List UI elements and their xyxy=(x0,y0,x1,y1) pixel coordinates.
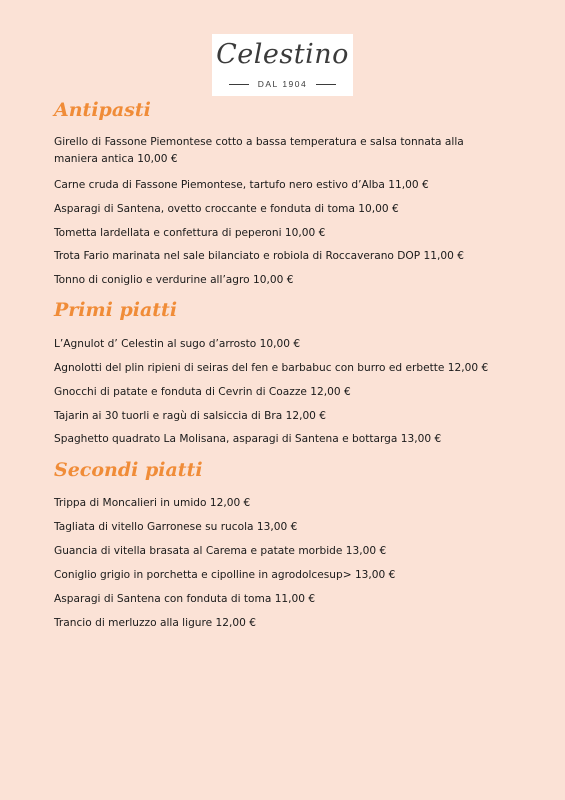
menu-item: Tometta lardellata e confettura di peperoni 10,00 € xyxy=(54,227,326,239)
menu-item: Tagliata di vitello Garronese su rucola 13,00 € xyxy=(54,521,298,533)
menu-item: Spaghetto quadrato La Molisana, asparagi di Santena e bottarga 13,00 € xyxy=(54,433,442,445)
menu-item: Carne cruda di Fassone Piemontese, tartufo nero estivo d’Alba 11,00 € xyxy=(54,179,429,191)
menu-item: Tajarin ai 30 tuorli e ragù di salsiccia di Bra 12,00 € xyxy=(54,410,327,422)
logo-name: Celestino xyxy=(216,39,349,70)
logo-rule-left xyxy=(229,84,249,85)
logo-subtitle-row xyxy=(212,78,353,90)
menu-item: L’Agnulot d’ Celestin al sugo d’arrosto 10,00 € xyxy=(54,338,301,350)
logo-rule-right xyxy=(316,84,336,85)
logo-subtitle: DAL 1904 xyxy=(257,79,308,89)
menu-item: Asparagi di Santena, ovetto croccante e fonduta di toma 10,00 € xyxy=(54,203,399,215)
menu-item: Guancia di vitella brasata al Carema e patate morbide 13,00 € xyxy=(54,545,387,557)
menu-item: Trancio di merluzzo alla ligure 12,00 € xyxy=(54,617,256,629)
section-title-antipasti: Antipasti xyxy=(54,99,151,121)
section-title-secondi: Secondi piatti xyxy=(54,459,203,481)
menu-item: Gnocchi di patate e fonduta di Cevrin di Coazze 12,00 € xyxy=(54,386,351,398)
menu-item: Trippa di Moncalieri in umido 12,00 € xyxy=(54,497,251,509)
section-title-primi: Primi piatti xyxy=(54,299,178,321)
menu-item: Asparagi di Santena con fonduta di toma 11,00 € xyxy=(54,593,316,605)
menu-item: Coniglio grigio in porchetta e cipolline in agrodolcesup> 13,00 € xyxy=(54,569,396,581)
menu-item: Agnolotti del plin ripieni di seiras del fen e barbabuc con burro ed erbette 12,00 € xyxy=(54,362,489,374)
menu-item: Tonno di coniglio e verdurine all’agro 10,00 € xyxy=(54,274,294,286)
menu-item: Trota Fario marinata nel sale bilanciato e robiola di Roccaverano DOP 11,00 € xyxy=(54,250,464,262)
menu-item: Girello di Fassone Piemontese cotto a bassa temperatura e salsa tonnata alla maniera antica 10,00 € xyxy=(54,136,464,165)
restaurant-logo xyxy=(212,34,353,96)
